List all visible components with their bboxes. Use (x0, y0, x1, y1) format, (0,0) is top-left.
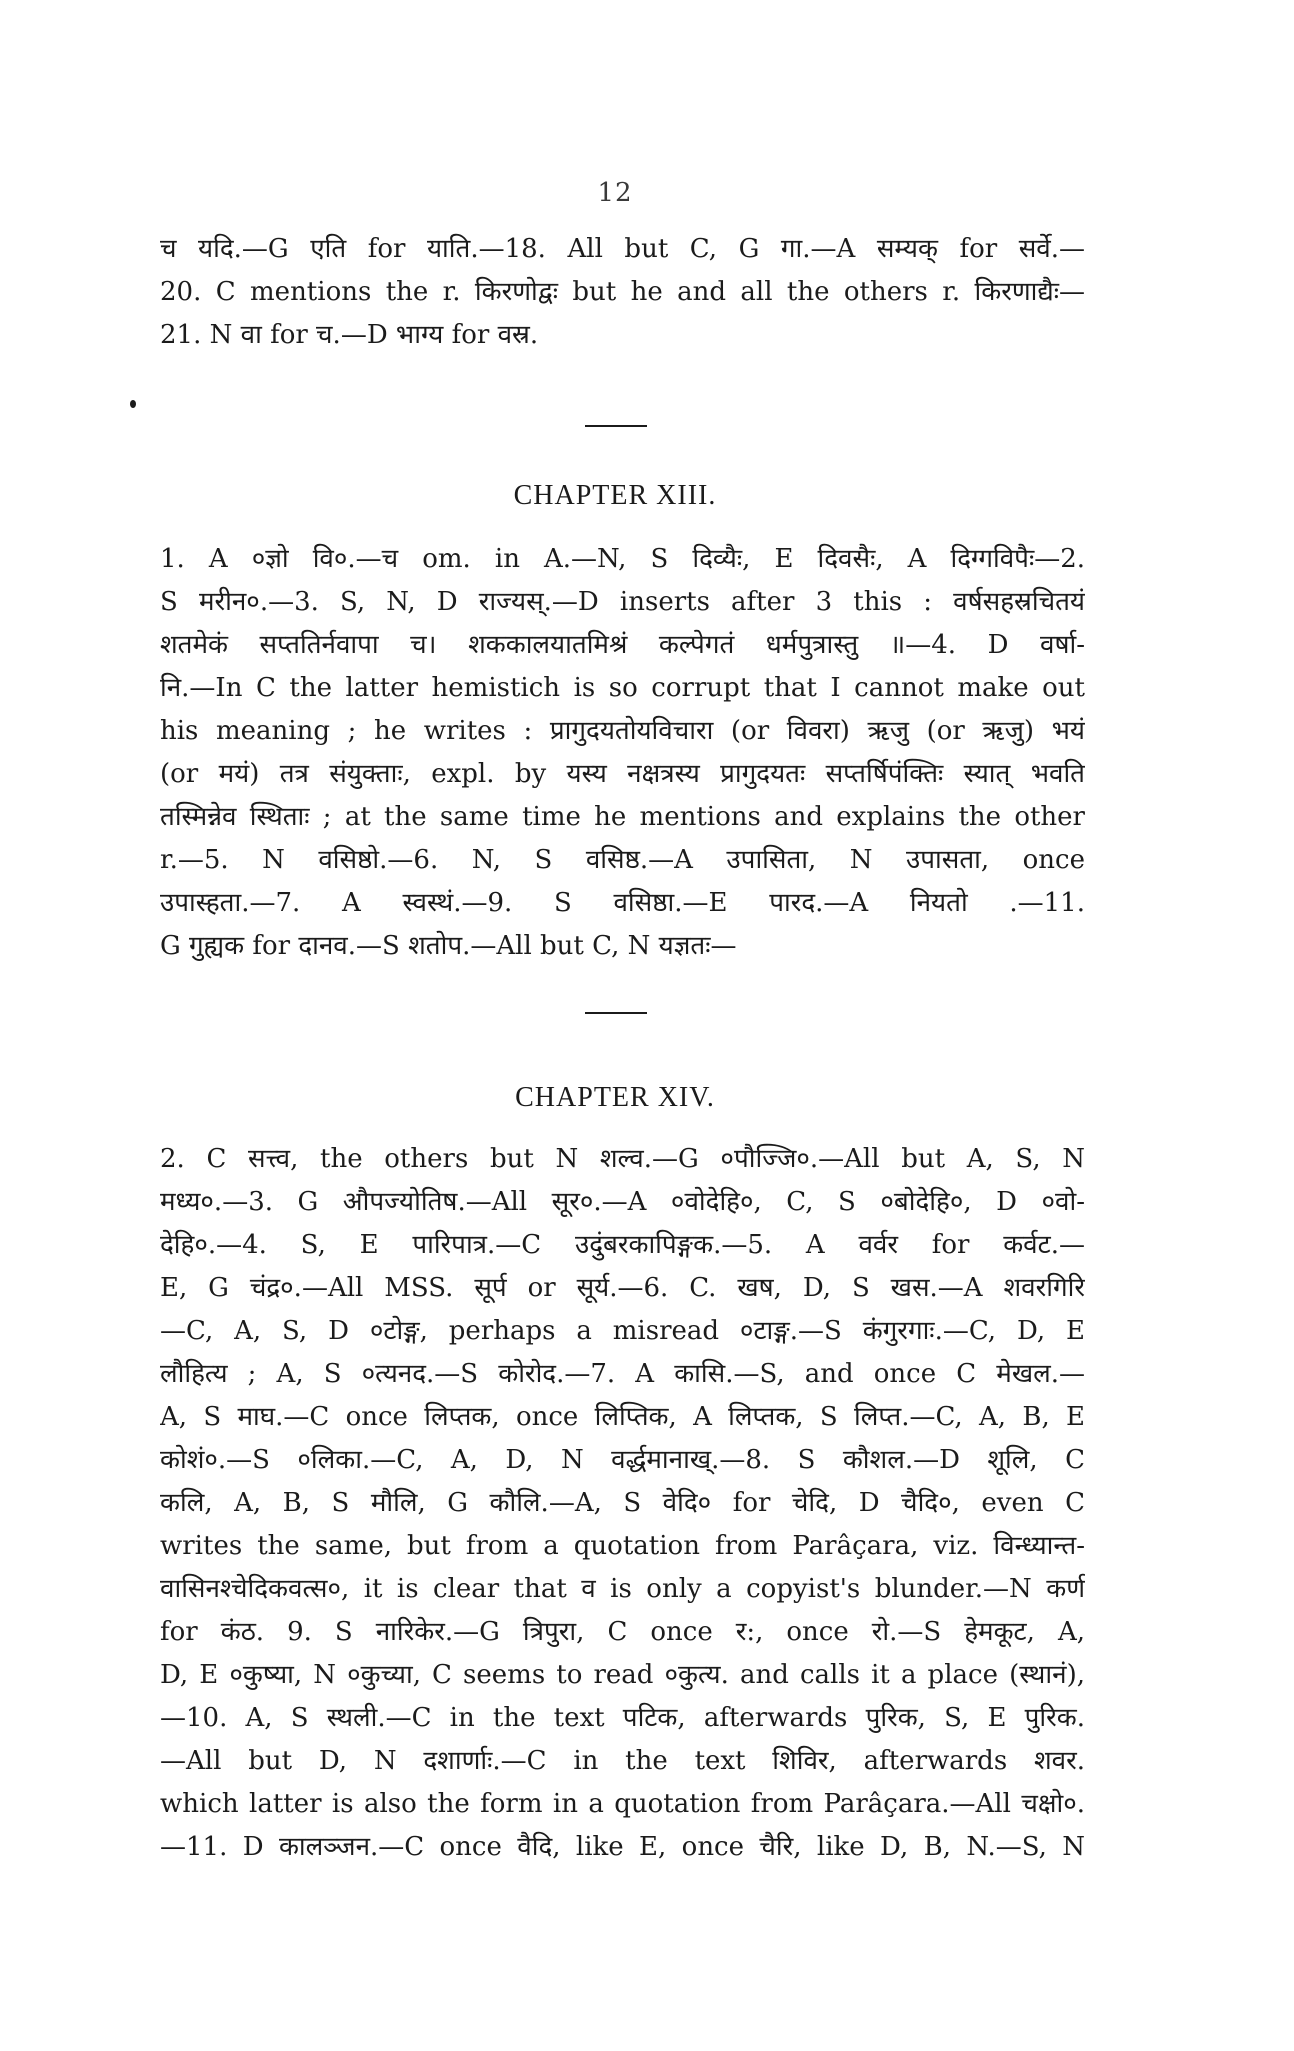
text-line: लौहित्य ; A, S ०त्यनद.—S कोरोद.—7. A कासि.—S, and once C मेखल.— (160, 1359, 1085, 1389)
text-line: —11. D कालञ्जन.—C once वैदि, like E, once चैरि, like D, B, N.—S, N (160, 1832, 1085, 1862)
text-line: which latter is also the form in a quotation from Parâçara.—All चक्षो०. (160, 1789, 1085, 1819)
text-line: नि.—In C the latter hemistich is so corrupt that I cannot make out (160, 673, 1085, 703)
text-line: कलि, A, B, S मौलि, G कौलि.—A, S वेदि० for चेदि, D चैदि०, even C (160, 1488, 1085, 1518)
margin-mark (130, 400, 136, 408)
chapter12-notes (160, 228, 1085, 357)
chapter-heading: CHAPTER XIV. (515, 1082, 715, 1113)
text-line: कोशं०.—S ०लिका.—C, A, D, N वर्द्धमानाख्.—8. S कौशल.—D शूलि, C (160, 1445, 1085, 1475)
text-line: 20. C mentions the r. किरणोद्वः but he and all the others r. किरणाद्यैः— (160, 277, 1085, 307)
text-line: (or मयं) तत्र संयुक्ताः, expl. by यस्य नक्षत्रस्य प्रागुदयतः सप्तर्षिपंक्तिः स्यात् भवति (160, 759, 1085, 789)
page-number: 12 (597, 178, 633, 208)
text-line: his meaning ; he writes : प्रागुदयतोयविचारा (or विवरा) ऋजु (or ऋजु) भयं (160, 716, 1085, 746)
text-line: —C, A, S, D ०टोङ्ग, perhaps a misread ०टाङ्ग.—S कंगुरगाः.—C, D, E (160, 1316, 1085, 1346)
text-line: for कंठ. 9. S नारिकेर.—G त्रिपुरा, C once र:, once रो.—S हेमकूट, A, (160, 1617, 1085, 1647)
text-line: देहि०.—4. S, E पारिपात्र.—C उदुंबरकापिङ्गक.—5. A वर्वर for कर्वट.— (160, 1230, 1085, 1260)
text-line: A, S माघ.—C once लिप्तक, once लिप्तिक, A लिप्तक, S लिप्त.—C, A, B, E (160, 1402, 1085, 1432)
text-line: —All but D, N दशार्णाः.—C in the text शिविर, afterwards शवर. (160, 1746, 1085, 1776)
text-line: 21. N वा for च.—D भाग्य for वस्र. (160, 320, 539, 350)
text-line: S मरीन०.—3. S, N, D राज्यस्.—D inserts after 3 this : वर्षसहस्रचितयं (160, 587, 1085, 617)
chapter-heading: CHAPTER XIII. (513, 480, 717, 511)
text-line: उपास्हता.—7. A स्वस्थं.—9. S वसिष्ठा.—E पारद.—A नियतो .—11. (160, 888, 1085, 918)
text-line: writes the same, but from a quotation from Parâçara, viz. विन्ध्यान्त- (160, 1531, 1085, 1561)
text-line: E, G चंद्र०.—All MSS. सूर्प or सूर्य.—6. C. खष, D, S खस.—A शवरगिरि (160, 1273, 1085, 1303)
text-line: च यदि.—G एति for याति.—18. All but C, G गा.—A सम्यक् for सर्वे.— (160, 234, 1085, 264)
text-line: तस्मिन्नेव स्थिताः ; at the same time he mentions and explains the other (160, 802, 1085, 832)
section-divider (585, 1012, 647, 1014)
chapter14-notes (160, 1138, 1085, 1869)
text-line: G गुह्यक for दानव.—S शतोप.—All but C, N यज्ञतः— (160, 931, 737, 961)
text-line: r.—5. N वसिष्ठो.—6. N, S वसिष्ठ.—A उपासिता, N उपासता, once (160, 845, 1085, 875)
text-line: शतमेकं सप्ततिर्नवापा च। शककालयातमिश्रं कल्पेगतं धर्मपुत्रास्तु ॥—4. D वर्षा- (160, 630, 1085, 660)
text-line: 2. C सत्त्व, the others but N शल्व.—G ०पौज्जि०.—All but A, S, N (160, 1144, 1085, 1174)
text-line: —10. A, S स्थली.—C in the text पटिक, afterwards पुरिक, S, E पुरिक. (160, 1703, 1085, 1733)
text-line: D, E ०कुष्या, N ०कुच्या, C seems to read ०कुत्य. and calls it a place (स्थानं), (160, 1660, 1085, 1690)
section-divider (585, 425, 647, 427)
text-line: 1. A ०ज्ञो वि०.—च om. in A.—N, S दिव्यैः, E दिवसैः, A दिग्गविपैः—2. (160, 544, 1085, 574)
text-line: वासिनश्चेदिकवत्स०, it is clear that व is only a copyist's blunder.—N कर्ण (160, 1574, 1085, 1604)
text-line: मध्य०.—3. G औपज्योतिष.—All सूर०.—A ०वोदेहि०, C, S ०बोदेहि०, D ०वो- (160, 1187, 1085, 1217)
chapter13-notes (160, 538, 1085, 968)
